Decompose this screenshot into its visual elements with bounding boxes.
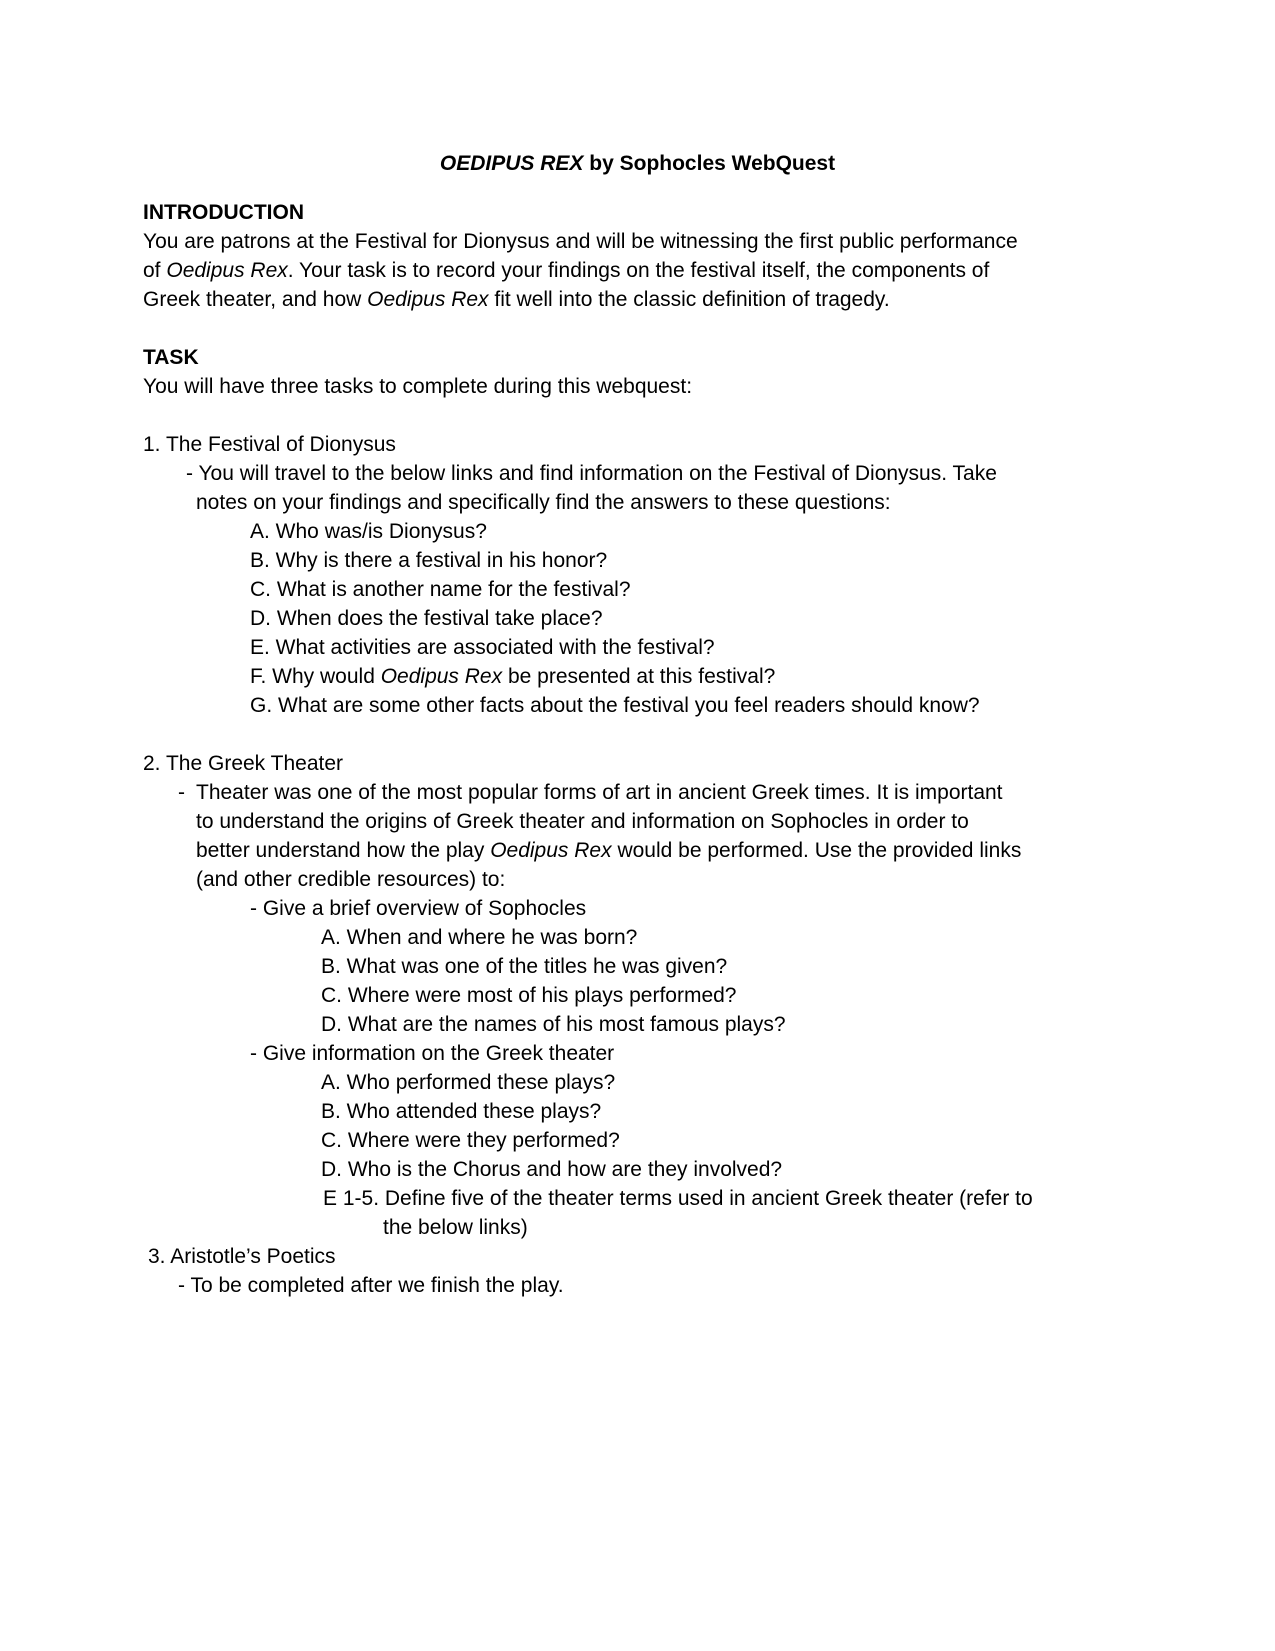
sophocles-question-a: A. When and where he was born?: [321, 926, 638, 949]
task1-heading: 1. The Festival of Dionysus: [143, 433, 396, 456]
task1-question-f-c: be presented at this festival?: [502, 665, 776, 688]
task3-paragraph: - To be completed after we finish the play.: [178, 1274, 564, 1297]
theater-question-b: B. Who attended these plays?: [321, 1100, 602, 1123]
sophocles-question-c: C. Where were most of his plays performed?: [321, 984, 737, 1007]
task2-paragraph-3: [196, 838, 1021, 864]
intro-line-2-c: . Your task is to record your findings on the festival itself, the components of: [287, 259, 990, 282]
task2-paragraph-1: Theater was one of the most popular forms of art in ancient Greek times. It is important: [196, 781, 1003, 804]
task1-question-a: A. Who was/is Dionysus?: [250, 520, 487, 543]
theater-question-a: A. Who performed these plays?: [321, 1071, 616, 1094]
theater-question-d: D. Who is the Chorus and how are they involved?: [321, 1158, 783, 1181]
task3-heading: 3. Aristotle’s Poetics: [148, 1245, 336, 1268]
task2-paragraph-2: to understand the origins of Greek theater and information on Sophocles in order to: [196, 810, 969, 833]
task1-question-f-italic: Oedipus Rex: [380, 665, 503, 688]
task1-question-b: B. Why is there a festival in his honor?: [250, 549, 608, 572]
theater-question-e: E 1-5. Define five of the theater terms used in ancient Greek theater (refer to: [323, 1187, 1033, 1210]
task2-dash: -: [178, 781, 185, 804]
task1-question-g: G. What are some other facts about the festival you feel readers should know?: [250, 694, 980, 717]
task1-paragraph-2: notes on your findings and specifically find the answers to these questions:: [196, 491, 891, 514]
task2-paragraph-3-a: better understand how the play: [196, 839, 491, 862]
task2-paragraph-3-c: would be performed. Use the provided links: [611, 839, 1022, 862]
sophocles-question-b: B. What was one of the titles he was given?: [321, 955, 728, 978]
intro-line-2-italic: Oedipus Rex: [166, 259, 288, 282]
task1-question-d: D. When does the festival take place?: [250, 607, 603, 630]
intro-line-2-a: of: [143, 259, 167, 282]
title-italic: OEDIPUS REX: [439, 152, 584, 175]
sophocles-question-d: D. What are the names of his most famous plays?: [321, 1013, 786, 1036]
task-line: You will have three tasks to complete during this webquest:: [143, 375, 693, 398]
theater-subheading: - Give information on the Greek theater: [250, 1042, 615, 1065]
document-title: [0, 151, 1275, 177]
intro-line-3: [143, 287, 890, 313]
task1-question-c: C. What is another name for the festival?: [250, 578, 631, 601]
task1-question-f: [250, 664, 775, 690]
task-heading: TASK: [143, 346, 199, 369]
intro-heading: INTRODUCTION: [143, 201, 304, 224]
task2-paragraph-4: (and other credible resources) to:: [196, 868, 506, 891]
task1-question-f-a: F. Why would: [250, 665, 381, 688]
theater-question-e-continued: the below links): [383, 1216, 528, 1239]
intro-line-3-italic: Oedipus Rex: [367, 288, 489, 311]
task2-paragraph-3-italic: Oedipus Rex: [490, 839, 612, 862]
task1-paragraph-1: - You will travel to the below links and find information on the Festival of Dionysus. Take: [186, 462, 997, 485]
task1-question-e: E. What activities are associated with the festival?: [250, 636, 715, 659]
intro-line-2: [143, 258, 989, 284]
sophocles-subheading: - Give a brief overview of Sophocles: [250, 897, 587, 920]
title-rest: by Sophocles WebQuest: [583, 152, 836, 175]
theater-question-c: C. Where were they performed?: [321, 1129, 620, 1152]
intro-line-3-a: Greek theater, and how: [143, 288, 368, 311]
task2-heading: 2. The Greek Theater: [143, 752, 344, 775]
intro-line-1: You are patrons at the Festival for Dionysus and will be witnessing the first public performance: [143, 230, 1018, 253]
intro-line-3-c: fit well into the classic definition of tragedy.: [488, 288, 890, 311]
